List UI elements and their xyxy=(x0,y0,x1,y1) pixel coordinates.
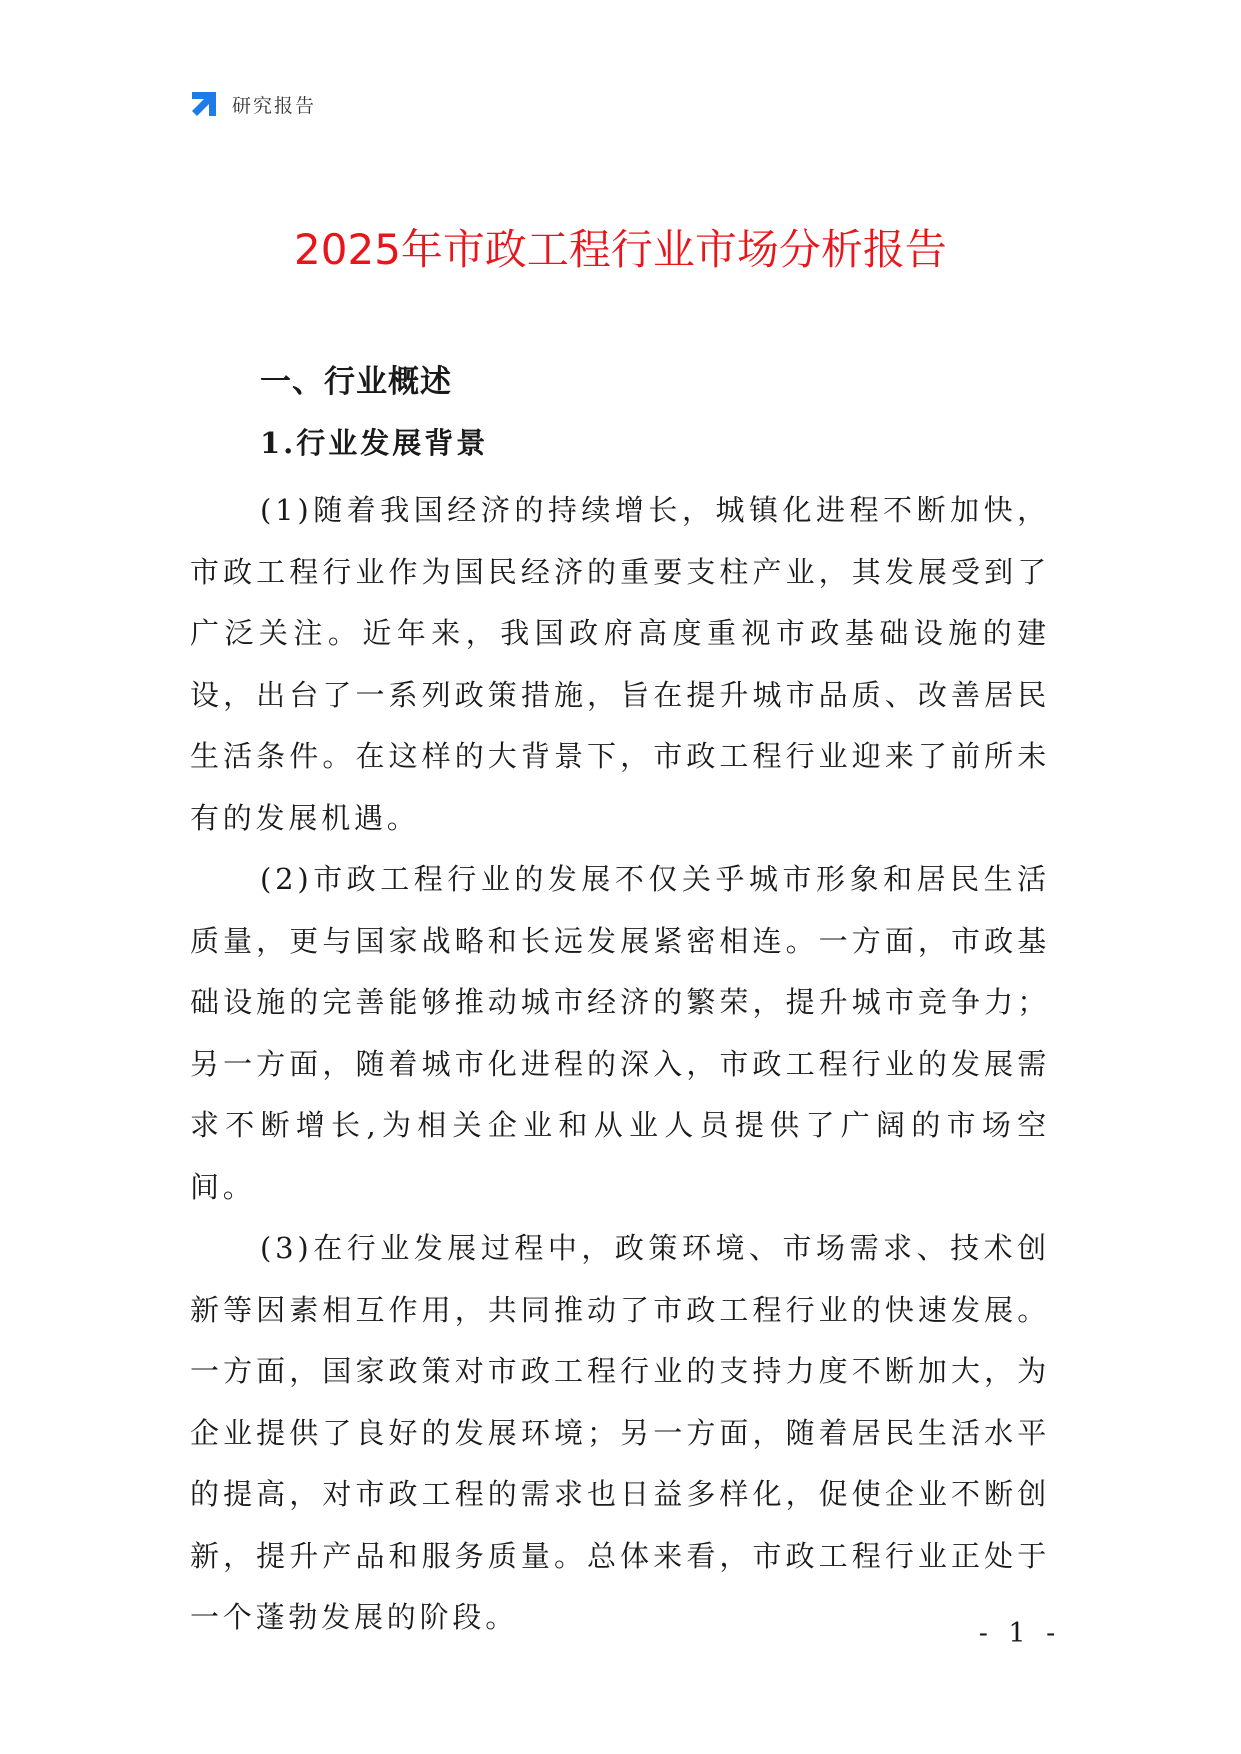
document-title: 2025年市政工程行业市场分析报告 xyxy=(294,225,947,274)
arrow-up-right-icon xyxy=(188,88,220,120)
document-body xyxy=(190,358,1050,1649)
subsection-heading: 1.行业发展背景 xyxy=(260,426,489,460)
page-number: - 1 - xyxy=(978,1618,1062,1649)
paragraph-3: (3)在行业发展过程中，政策环境、市场需求、技术创新等因素相互作用，共同推动了市政工程行业的快速发展。一方面，国家政策对市政工程行业的支持力度不断加大，为企业提供了良好的发展环境；另一方面，随着居民生活水平的提高，对市政工程的需求也日益多样化，促使企业不断创新，提升产品和服务质量。总体来看，市政工程行业正处于一个蓬勃发展的阶段。 xyxy=(190,1231,1050,1634)
paragraph-1: (1)随着我国经济的持续增长，城镇化进程不断加快，市政工程行业作为国民经济的重要支柱产业，其发展受到了广泛关注。近年来，我国政府高度重视市政基础设施的建设，出台了一系列政策措施，旨在提升城市品质、改善居民生活条件。在这样的大背景下，市政工程行业迎来了前所未有的发展机遇。 xyxy=(190,493,1050,835)
header-label: 研究报告 xyxy=(232,94,317,117)
section-heading: 一、行业概述 xyxy=(260,364,452,400)
paragraph-2: (2)市政工程行业的发展不仅关乎城市形象和居民生活质量，更与国家战略和长远发展紧密相连。一方面，市政基础设施的完善能够推动城市经济的繁荣，提升城市竞争力；另一方面，随着城市化进程的深入，市政工程行业的发展需求不断增长,为相关企业和从业人员提供了广阔的市场空间。 xyxy=(190,862,1050,1204)
page-header xyxy=(188,88,316,120)
